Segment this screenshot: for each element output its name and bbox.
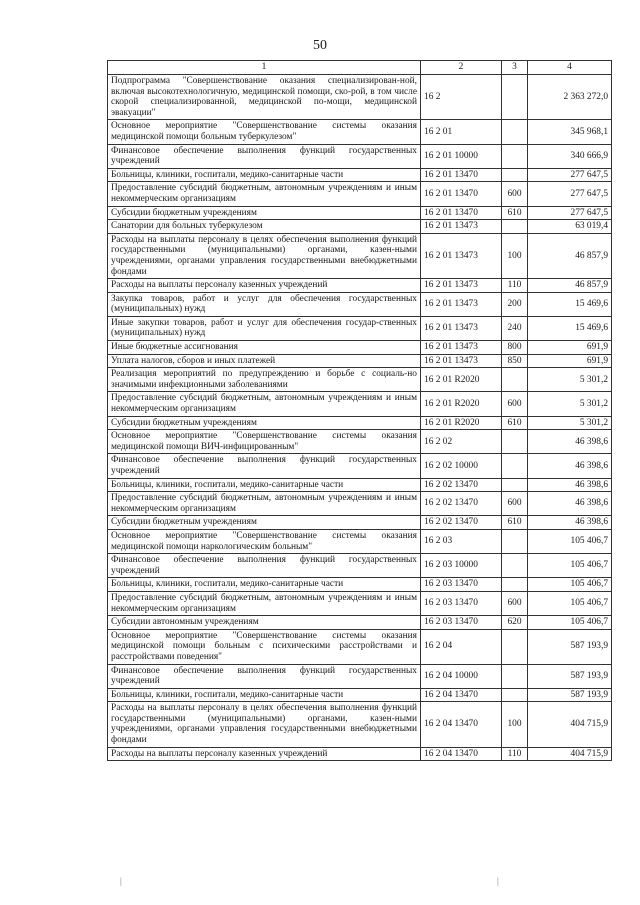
row-name: Реализация мероприятий по предупреждению и борьбе с социаль-но значимыми инфекционными заболеваниями xyxy=(108,368,421,392)
row-amount: 345 968,1 xyxy=(528,120,612,144)
row-expense-type xyxy=(502,220,528,234)
row-name: Санатории для больных туберкулезом xyxy=(108,220,421,234)
table-row xyxy=(108,75,612,120)
row-amount: 46 398,6 xyxy=(528,430,612,454)
row-code: 16 2 01 R2020 xyxy=(421,416,502,430)
row-expense-type xyxy=(502,529,528,553)
row-name: Субсидии бюджетным учреждениям xyxy=(108,416,421,430)
table-row xyxy=(108,368,612,392)
row-amount: 46 398,6 xyxy=(528,478,612,492)
row-code: 16 2 04 10000 xyxy=(421,664,502,688)
row-amount: 5 301,2 xyxy=(528,416,612,430)
row-name: Расходы на выплаты персоналу в целях обеспечения выполнения функций государственными (муниципальными) органами, казен-ными учреждениями, органами управления государственными внебюджетными фондами xyxy=(108,233,421,278)
row-name: Предоставление субсидий бюджетным, автономным учреждениям и иным некоммерческим организациям xyxy=(108,492,421,516)
row-expense-type xyxy=(502,430,528,454)
table-row xyxy=(108,629,612,664)
row-name: Субсидии автономным учреждениям xyxy=(108,616,421,630)
row-amount: 63 019,4 xyxy=(528,220,612,234)
table-row xyxy=(108,392,612,416)
row-expense-type: 100 xyxy=(502,233,528,278)
row-expense-type xyxy=(502,368,528,392)
header-row xyxy=(108,61,612,75)
table-row xyxy=(108,702,612,747)
row-expense-type: 600 xyxy=(502,591,528,615)
row-expense-type: 600 xyxy=(502,182,528,206)
row-code: 16 2 01 13473 xyxy=(421,341,502,355)
row-name: Расходы на выплаты персоналу казенных учреждений xyxy=(108,747,421,761)
row-expense-type: 800 xyxy=(502,341,528,355)
row-expense-type xyxy=(502,168,528,182)
row-amount: 404 715,9 xyxy=(528,702,612,747)
row-expense-type xyxy=(502,75,528,120)
row-amount: 105 406,7 xyxy=(528,529,612,553)
row-name: Предоставление субсидий бюджетным, автономным учреждениям и иным некоммерческим организациям xyxy=(108,182,421,206)
table-row xyxy=(108,206,612,220)
row-name: Основное мероприятие "Совершенствование системы оказания медицинской помощи ВИЧ-инфицированным" xyxy=(108,430,421,454)
row-expense-type: 620 xyxy=(502,616,528,630)
row-expense-type: 200 xyxy=(502,292,528,316)
row-name: Финансовое обеспечение выполнения функций государственных учреждений xyxy=(108,554,421,578)
header-amount: 4 xyxy=(528,61,612,75)
row-amount: 105 406,7 xyxy=(528,578,612,592)
row-code: 16 2 04 13470 xyxy=(421,747,502,761)
table-row xyxy=(108,578,612,592)
table-body xyxy=(108,75,612,761)
row-code: 16 2 xyxy=(421,75,502,120)
row-expense-type xyxy=(502,554,528,578)
header-vr: 3 xyxy=(502,61,528,75)
row-code: 16 2 01 13470 xyxy=(421,168,502,182)
table-row xyxy=(108,233,612,278)
table-row xyxy=(108,430,612,454)
row-code: 16 2 01 10000 xyxy=(421,144,502,168)
row-code: 16 2 02 13470 xyxy=(421,516,502,530)
row-expense-type: 110 xyxy=(502,747,528,761)
row-name: Предоставление субсидий бюджетным, автономным учреждениям и иным некоммерческим организациям xyxy=(108,591,421,615)
row-code: 16 2 01 13470 xyxy=(421,206,502,220)
row-name: Основное мероприятие "Совершенствование системы оказания медицинской помощи наркологическим больным" xyxy=(108,529,421,553)
row-expense-type: 610 xyxy=(502,206,528,220)
row-amount: 46 857,9 xyxy=(528,279,612,293)
row-code: 16 2 01 13473 xyxy=(421,220,502,234)
row-expense-type xyxy=(502,578,528,592)
row-amount: 46 398,6 xyxy=(528,492,612,516)
row-name: Основное мероприятие "Совершенствование системы оказания медицинской помощи больным туберкулезом" xyxy=(108,120,421,144)
table-row xyxy=(108,120,612,144)
row-name: Финансовое обеспечение выполнения функций государственных учреждений xyxy=(108,454,421,478)
row-amount: 105 406,7 xyxy=(528,554,612,578)
row-name: Иные бюджетные ассигнования xyxy=(108,341,421,355)
table-row xyxy=(108,664,612,688)
row-expense-type xyxy=(502,629,528,664)
row-code: 16 2 02 13470 xyxy=(421,492,502,516)
row-expense-type xyxy=(502,120,528,144)
row-name: Уплата налогов, сборов и иных платежей xyxy=(108,354,421,368)
row-code: 16 2 01 13470 xyxy=(421,182,502,206)
row-amount: 277 647,5 xyxy=(528,206,612,220)
row-expense-type: 850 xyxy=(502,354,528,368)
row-code: 16 2 01 13473 xyxy=(421,233,502,278)
row-expense-type xyxy=(502,664,528,688)
row-expense-type xyxy=(502,144,528,168)
budget-table xyxy=(107,60,612,761)
row-expense-type: 600 xyxy=(502,392,528,416)
row-amount: 46 398,6 xyxy=(528,516,612,530)
table-row xyxy=(108,279,612,293)
row-code: 16 2 01 R2020 xyxy=(421,368,502,392)
table-row xyxy=(108,478,612,492)
table-row xyxy=(108,354,612,368)
table-row xyxy=(108,316,612,340)
row-amount: 587 193,9 xyxy=(528,664,612,688)
row-name: Субсидии бюджетным учреждениям xyxy=(108,516,421,530)
row-code: 16 2 04 xyxy=(421,629,502,664)
row-code: 16 2 01 13473 xyxy=(421,279,502,293)
table-row xyxy=(108,416,612,430)
row-code: 16 2 04 13470 xyxy=(421,702,502,747)
row-amount: 105 406,7 xyxy=(528,616,612,630)
row-name: Основное мероприятие "Совершенствование системы оказания медицинской помощи больным с психическими расстройствами и расстройствами поведения" xyxy=(108,629,421,664)
row-amount: 105 406,7 xyxy=(528,591,612,615)
row-expense-type: 240 xyxy=(502,316,528,340)
row-code: 16 2 02 10000 xyxy=(421,454,502,478)
table-row xyxy=(108,220,612,234)
row-name: Расходы на выплаты персоналу казенных учреждений xyxy=(108,279,421,293)
table-row xyxy=(108,454,612,478)
table-row xyxy=(108,688,612,702)
row-code: 16 2 03 13470 xyxy=(421,591,502,615)
row-code: 16 2 03 xyxy=(421,529,502,553)
header-code: 2 xyxy=(421,61,502,75)
row-expense-type xyxy=(502,688,528,702)
row-name: Предоставление субсидий бюджетным, автономным учреждениям и иным некоммерческим организациям xyxy=(108,392,421,416)
table-row xyxy=(108,591,612,615)
row-name: Финансовое обеспечение выполнения функций государственных учреждений xyxy=(108,664,421,688)
row-code: 16 2 04 13470 xyxy=(421,688,502,702)
row-amount: 404 715,9 xyxy=(528,747,612,761)
row-code: 16 2 01 13473 xyxy=(421,292,502,316)
row-expense-type: 610 xyxy=(502,416,528,430)
header-name: 1 xyxy=(108,61,421,75)
row-code: 16 2 01 R2020 xyxy=(421,392,502,416)
row-name: Больницы, клиники, госпитали, медико-санитарные части xyxy=(108,478,421,492)
row-name: Больницы, клиники, госпитали, медико-санитарные части xyxy=(108,688,421,702)
row-code: 16 2 01 xyxy=(421,120,502,144)
row-amount: 691,9 xyxy=(528,341,612,355)
row-code: 16 2 03 10000 xyxy=(421,554,502,578)
page-number: 50 xyxy=(313,38,327,53)
row-expense-type: 610 xyxy=(502,516,528,530)
row-amount: 46 857,9 xyxy=(528,233,612,278)
table-row xyxy=(108,529,612,553)
row-amount: 691,9 xyxy=(528,354,612,368)
row-name: Расходы на выплаты персоналу в целях обеспечения выполнения функций государственными (муниципальными) органами, казен-ными учреждениями, органами управления государственными внебюджетными фондами xyxy=(108,702,421,747)
row-name: Больницы, клиники, госпитали, медико-санитарные части xyxy=(108,578,421,592)
table-row xyxy=(108,168,612,182)
row-amount: 5 301,2 xyxy=(528,368,612,392)
table-row xyxy=(108,554,612,578)
table-row xyxy=(108,492,612,516)
row-expense-type: 110 xyxy=(502,279,528,293)
row-amount: 15 469,6 xyxy=(528,316,612,340)
row-code: 16 2 02 xyxy=(421,430,502,454)
row-code: 16 2 01 13473 xyxy=(421,354,502,368)
footer-tick-left: | xyxy=(120,876,122,886)
row-code: 16 2 03 13470 xyxy=(421,578,502,592)
footer-tick-right: | xyxy=(497,876,499,886)
row-code: 16 2 02 13470 xyxy=(421,478,502,492)
table-row xyxy=(108,182,612,206)
row-amount: 277 647,5 xyxy=(528,182,612,206)
row-amount: 46 398,6 xyxy=(528,454,612,478)
row-amount: 587 193,9 xyxy=(528,688,612,702)
table-row xyxy=(108,144,612,168)
row-code: 16 2 03 13470 xyxy=(421,616,502,630)
row-amount: 15 469,6 xyxy=(528,292,612,316)
row-expense-type xyxy=(502,478,528,492)
row-name: Иные закупки товаров, работ и услуг для обеспечения государ-ственных (муниципальных) нужд xyxy=(108,316,421,340)
row-expense-type: 100 xyxy=(502,702,528,747)
table-row xyxy=(108,292,612,316)
table-row xyxy=(108,747,612,761)
table-row xyxy=(108,616,612,630)
row-name: Финансовое обеспечение выполнения функций государственных учреждений xyxy=(108,144,421,168)
table-row xyxy=(108,341,612,355)
row-name: Больницы, клиники, госпитали, медико-санитарные части xyxy=(108,168,421,182)
row-amount: 340 666,9 xyxy=(528,144,612,168)
row-name: Подпрограмма "Совершенствование оказания специализирован-ной, включая высокотехнологичную, медицинской помощи, ско-рой, в том числе скорой специализированной, медицинской по-мощи, медицинской эвакуации" xyxy=(108,75,421,120)
row-name: Закупка товаров, работ и услуг для обеспечения государственных (муниципальных) нужд xyxy=(108,292,421,316)
row-amount: 277 647,5 xyxy=(528,168,612,182)
row-expense-type: 600 xyxy=(502,492,528,516)
table-row xyxy=(108,516,612,530)
row-code: 16 2 01 13473 xyxy=(421,316,502,340)
row-amount: 587 193,9 xyxy=(528,629,612,664)
row-amount: 2 363 272,0 xyxy=(528,75,612,120)
row-amount: 5 301,2 xyxy=(528,392,612,416)
row-expense-type xyxy=(502,454,528,478)
row-name: Субсидии бюджетным учреждениям xyxy=(108,206,421,220)
